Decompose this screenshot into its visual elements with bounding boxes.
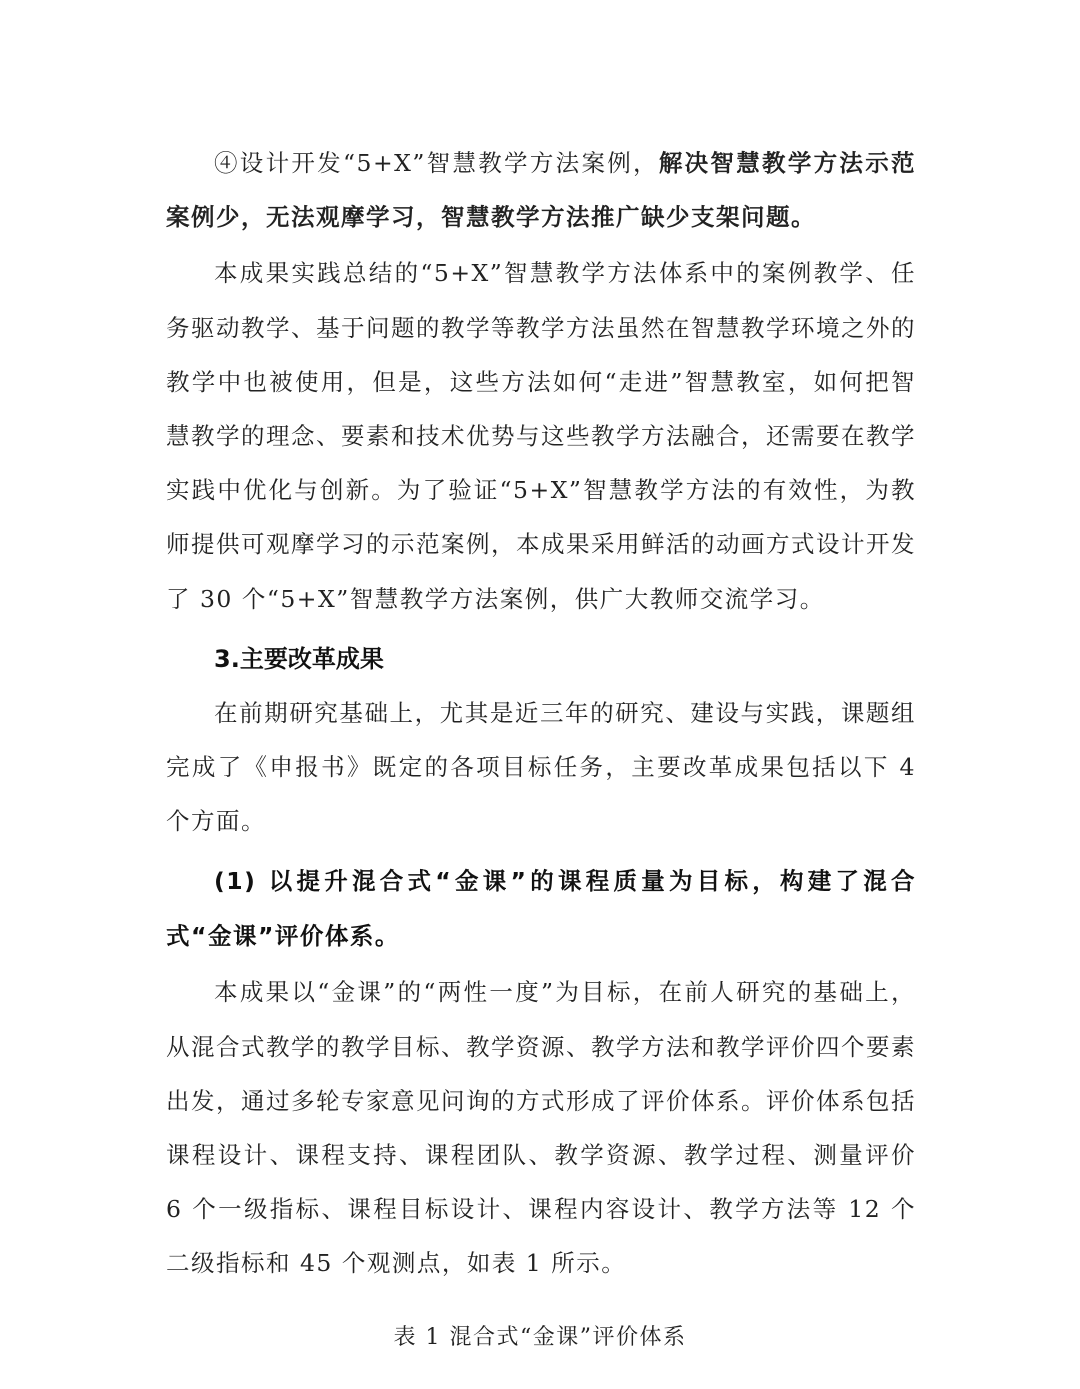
paragraph-intro: 在前期研究基础上，尤其是近三年的研究、建设与实践，课题组完成了《申报书》既定的各项目标任务，主要改革成果包括以下 4 个方面。	[166, 698, 916, 836]
document-body	[166, 136, 916, 1291]
paragraph-evaluation: 本成果以“金课”的“两性一度”为目标，在前人研究的基础上，从混合式教学的教学目标、教学资源、教学方法和教学评价四个要素出发，通过多轮专家意见问询的方式形成了评价体系。评价体系包括课程设计、课程支持、课程团队、教学资源、教学过程、测量评价 6 个一级指标、课程目标设计、课程内容设计、教学方法等 12 个二级指标和 45 个观测点，如表 1 所示。	[166, 978, 916, 1278]
subheading-evaluation: (1) 以提升混合式“金课”的课程质量为目标，构建了混合式“金课”评价体系。	[166, 867, 916, 950]
table-caption: 表 1 混合式“金课”评价体系	[393, 1325, 687, 1350]
paragraph-method-case	[166, 136, 916, 244]
section-heading: 3.主要改革成果	[214, 644, 384, 673]
method-case-lead: ④设计开发“5+X”智慧教学方法案例，	[214, 149, 659, 177]
paragraph-practice: 本成果实践总结的“5+X”智慧教学方法体系中的案例教学、任务驱动教学、基于问题的教学等教学方法虽然在智慧教学环境之外的教学中也被使用，但是，这些方法如何“走进”智慧教室，如何把智慧教学的理念、要素和技术优势与这些教学方法融合，还需要在教学实践中优化与创新。为了验证“5+X”智慧教学方法的有效性，为教师提供可观摩学习的示范案例，本成果采用鲜活的动画方式设计开发了 30 个“5+X”智慧教学方法案例，供广大教师交流学习。	[166, 259, 916, 613]
method-case-emphasis: 解决智慧教学方法示范案例少，无法观摩学习，智慧教学方法推广缺少支架问题。	[166, 149, 917, 232]
